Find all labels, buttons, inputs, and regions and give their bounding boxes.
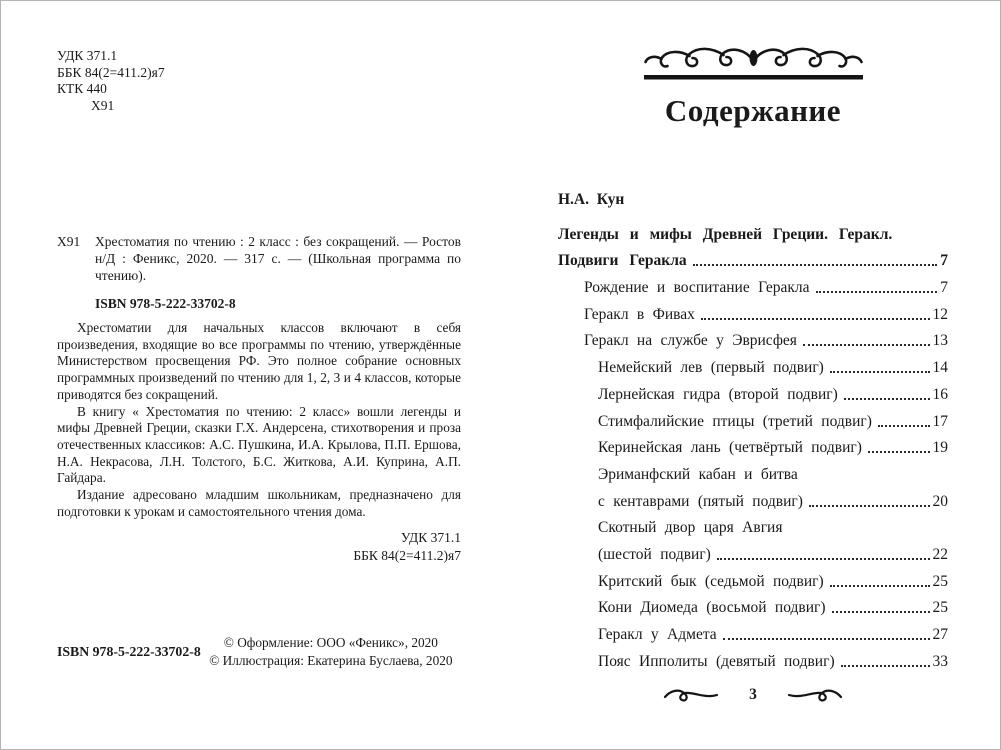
toc-leader-dots	[816, 291, 938, 293]
toc-leader-dots	[830, 371, 930, 373]
toc-row	[558, 431, 948, 458]
toc-entry-title: Геракл на службе у Эврисфея	[584, 332, 797, 350]
toc-leader-dots	[693, 264, 938, 266]
toc-entry-page: 13	[932, 332, 948, 350]
toc-entry-page: 25	[932, 572, 948, 590]
catalog-entry	[57, 234, 461, 284]
toc-entry-title: Критский бык (седьмой подвиг)	[598, 572, 824, 590]
annotation-block	[57, 320, 461, 564]
toc-list	[558, 217, 948, 671]
toc-row	[558, 511, 948, 538]
toc-entry-page: 12	[932, 305, 948, 323]
toc-entry-title: Немейский лев (первый подвиг)	[598, 359, 824, 377]
toc-entry-title: Лернейская гидра (второй подвиг)	[598, 385, 838, 403]
toc-leader-dots	[701, 318, 930, 320]
annotation-paragraph-1: Хрестоматии для начальных классов включают в себя произведения, входящие во все программы по чтению, утверждённые Министерством просвещения РФ. Это полное собрание основных программных произведений по чтению для 1, 2, 3 и 4 классов, которые приводятся без сокращений.	[57, 320, 461, 402]
toc-entry-title: Легенды и мифы Древней Греции. Геракл.	[558, 225, 893, 243]
toc-leader-dots	[717, 558, 930, 560]
toc-row	[558, 404, 948, 431]
toc-row	[558, 484, 948, 511]
udk-right-block	[57, 529, 461, 564]
toc-entry-page: 33	[932, 652, 948, 670]
page-footer	[558, 686, 948, 704]
toc-entry-title: (шестой подвиг)	[598, 545, 711, 563]
isbn-top: ISBN 978-5-222-33702-8	[95, 296, 236, 311]
toc-entry-title: Геракл в Фивах	[584, 305, 695, 323]
toc-row	[558, 377, 948, 404]
toc-leader-dots	[841, 665, 930, 667]
annotation-paragraph-2: В книгу « Хрестоматия по чтению: 2 класс» вошли легенды и мифы Древней Греции, сказки Г.Х. Андерсена, стихотворения и проза отечественных классиков: А.С. Пушкина, И.А. Крылова, П.П. Ершова, Н.А. Некрасова, Л.Н. Толстого, Б.С. Житкова, А.И. Куприна, А.П. Гайдара.	[57, 403, 461, 486]
toc-row	[558, 591, 948, 618]
toc-entry-title: Пояс Ипполиты (девятый подвиг)	[598, 652, 835, 670]
toc-row	[558, 270, 948, 297]
toc-entry-page: 14	[932, 359, 948, 377]
toc-leader-dots	[868, 451, 930, 453]
toc-row	[558, 244, 948, 271]
toc-entry-page: 25	[932, 599, 948, 617]
toc-entry-title: Керинейская лань (четвёртый подвиг)	[598, 439, 862, 457]
catalog-entry-text: Хрестоматия по чтению : 2 класс : без сокращений. — Ростов н/Д : Феникс, 2020. — 317 с. — (Школьная программа по чтению).	[95, 234, 461, 283]
toc-entry-title: Рождение и воспитание Геракла	[584, 279, 810, 297]
toc-entry-title: Стимфалийские птицы (третий подвиг)	[598, 412, 872, 430]
toc-entry-page: 27	[932, 626, 948, 643]
toc-leader-dots	[803, 344, 930, 346]
toc-row	[558, 324, 948, 351]
catalog-entry-label: Х91	[57, 234, 81, 249]
toc-leader-dots	[830, 585, 930, 587]
footer-flourish-right-icon	[787, 687, 843, 703]
ktk-code: КТК 440	[57, 81, 107, 96]
toc-entry-title: Кони Диомеда (восьмой подвиг)	[598, 599, 826, 617]
toc-entry-page: 7	[940, 279, 948, 297]
author-sign-code: Х91	[91, 97, 115, 113]
toc-leader-dots	[844, 398, 930, 400]
toc-entry-title: с кентаврами (пятый подвиг)	[598, 492, 803, 510]
toc-entry-title: Скотный двор царя Авгия	[598, 519, 783, 537]
toc-entry-page: 19	[932, 439, 948, 457]
contents-page	[558, 41, 948, 741]
bbk-code-right: ББК 84(2=411.2)я7	[353, 547, 461, 563]
toc-author: Н.А. Кун	[558, 191, 625, 208]
toc-entry-page: 22	[932, 545, 948, 563]
copyright-block	[201, 634, 461, 670]
toc-row	[558, 457, 948, 484]
toc-entry-title: Эриманфский кабан и битва	[598, 465, 798, 483]
header-ornament-icon	[558, 41, 948, 85]
toc-row	[558, 350, 948, 377]
toc-row	[558, 644, 948, 671]
toc-row	[558, 217, 948, 244]
toc-title: Содержание	[664, 93, 842, 128]
toc-entry-title: Геракл у Адмета	[598, 626, 717, 643]
footer-flourish-left-icon	[663, 687, 719, 703]
imprint-footer	[57, 634, 461, 670]
toc-entry-page: 7	[940, 252, 948, 270]
classification-codes	[57, 48, 165, 114]
toc-row	[558, 297, 948, 324]
isbn-bottom: ISBN 978-5-222-33702-8	[57, 644, 201, 659]
imprint-page	[57, 46, 461, 711]
toc-row	[558, 617, 948, 644]
toc-leader-dots	[832, 611, 930, 613]
udk-code: УДК 371.1	[57, 48, 118, 63]
toc-leader-dots	[878, 425, 930, 427]
udk-code-right: УДК 371.1	[400, 530, 461, 546]
folio-page-number: 3	[749, 686, 757, 703]
toc-leader-dots	[723, 638, 930, 640]
toc-entry-title: Подвиги Геракла	[558, 252, 687, 270]
toc-entry-page: 16	[932, 385, 948, 403]
toc-entry-page: 20	[932, 492, 948, 510]
copyright-illustration: © Иллюстрация: Екатерина Буслаева, 2020	[209, 653, 453, 668]
annotation-paragraph-3: Издание адресовано младшим школьникам, предназначено для подготовки к урокам и самостоятельного чтения дома.	[57, 487, 461, 519]
toc-row	[558, 537, 948, 564]
toc-row	[558, 564, 948, 591]
toc-entry-page: 17	[932, 412, 948, 430]
toc-leader-dots	[809, 505, 930, 507]
bbk-code: ББК 84(2=411.2)я7	[57, 64, 165, 80]
copyright-design: © Оформление: ООО «Феникс», 2020	[223, 635, 438, 650]
